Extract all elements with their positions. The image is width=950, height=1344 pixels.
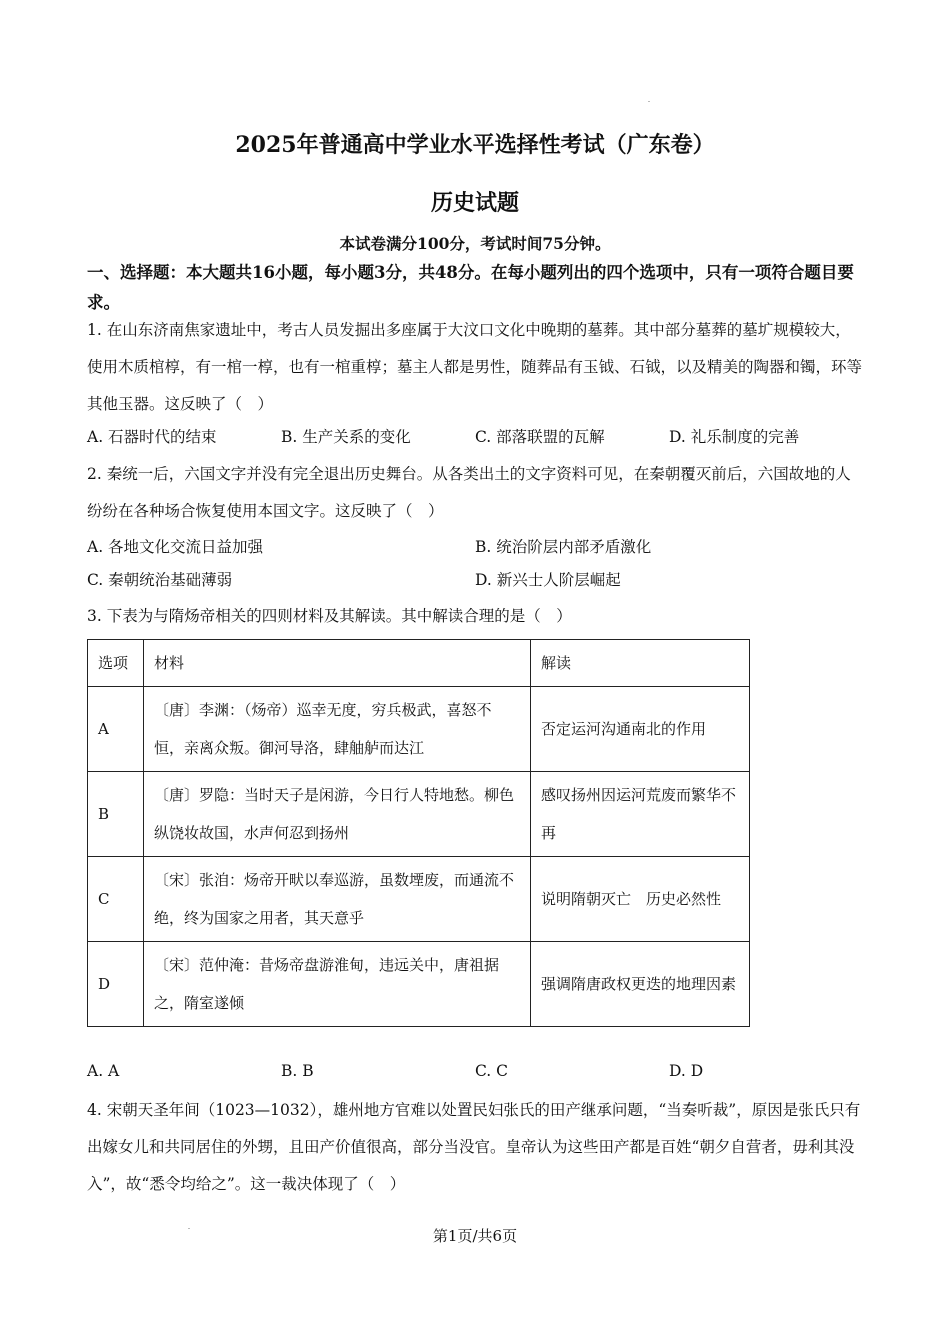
option-c[interactable]: C. 秦朝统治基础薄弱 [87, 571, 233, 589]
question-1-options [87, 425, 862, 455]
material-table [87, 639, 750, 1027]
table-row [88, 942, 750, 1027]
option-b[interactable]: B. 生产关系的变化 [281, 428, 411, 446]
row-reading: 说明隋朝灭亡 历史必然性 [531, 857, 750, 942]
exam-subtitle: 历史试题 [430, 190, 519, 216]
question-3-options [87, 1062, 862, 1092]
section-heading: 一、选择题：本大题共16小题，每小题3分，共48分。在每小题列出的四个选项中，只有一项符合题目要求。 [87, 263, 854, 312]
option-a[interactable]: A. 各地文化交流日益加强 [87, 538, 264, 556]
question-2-stem: 2. 秦统一后，六国文字并没有完全退出历史舞台。从各类出土的文字资料可见，在秦朝覆灭前后，六国故地的人纷纷在各种场合恢复使用本国文字。这反映了（ ） [87, 465, 851, 520]
header-reading: 解读 [531, 640, 750, 687]
table-row [88, 687, 750, 772]
scan-dot [648, 101, 650, 102]
exam-title: 2025年普通高中学业水平选择性考试（广东卷） [235, 132, 715, 158]
question-2-options-row1 [87, 535, 862, 565]
row-material: 〔宋〕范仲淹：昔炀帝盘游淮甸，违远关中，唐祖据之，隋室遂倾 [144, 942, 531, 1027]
table-row [88, 857, 750, 942]
option-c[interactable]: C. 部落联盟的瓦解 [475, 428, 605, 446]
row-material: 〔唐〕李渊：（炀帝）巡幸无度，穷兵极武，喜怒不恒，亲离众叛。御河导洛，肆舳舻而达江 [144, 687, 531, 772]
row-material: 〔唐〕罗隐：当时天子是闲游，今日行人特地愁。柳色纵饶妆故国，水声何忍到扬州 [144, 772, 531, 857]
row-option: B [88, 772, 144, 857]
option-b[interactable]: B. 统治阶层内部矛盾激化 [475, 538, 652, 556]
option-a[interactable]: A. 石器时代的结束 [87, 428, 217, 446]
option-c[interactable]: C. C [475, 1062, 509, 1080]
page-number: 第1页/共6页 [432, 1227, 518, 1245]
row-reading: 否定运河沟通南北的作用 [531, 687, 750, 772]
option-b[interactable]: B. B [281, 1062, 314, 1080]
row-option: D [88, 942, 144, 1027]
option-d[interactable]: D. 新兴士人阶层崛起 [475, 571, 621, 589]
row-reading: 感叹扬州因运河荒废而繁华不再 [531, 772, 750, 857]
row-option: A [88, 687, 144, 772]
option-d[interactable]: D. D [669, 1062, 704, 1080]
header-material: 材料 [144, 640, 531, 687]
table-row [88, 772, 750, 857]
header-option: 选项 [88, 640, 144, 687]
exam-notice: 本试卷满分100分，考试时间75分钟。 [339, 234, 611, 253]
row-reading: 强调隋唐政权更迭的地理因素 [531, 942, 750, 1027]
question-1-stem: 1. 在山东济南焦家遗址中，考古人员发掘出多座属于大汶口文化中晚期的墓葬。其中部分墓葬的墓圹规模较大，使用木质棺椁，有一棺一椁，也有一棺重椁；墓主人都是男性，随葬品有玉钺、石钺，以及精美的陶器和镯，环等其他玉器。这反映了（ ） [87, 321, 863, 413]
table-header-row [88, 640, 750, 687]
row-option: C [88, 857, 144, 942]
question-4-stem: 4. 宋朝天圣年间（1023—1032），雄州地方官难以处置民妇张氏的田产继承问题，“当奏听裁”，原因是张氏只有出嫁女儿和共同居住的外甥，且田产价值很高，部分当没官。皇帝认为这些田产都是百姓“朝夕自营者，毋利其没入”，故“悉令均给之”。这一裁决体现了（ ） [87, 1101, 861, 1193]
option-a[interactable]: A. A [87, 1062, 120, 1080]
option-d[interactable]: D. 礼乐制度的完善 [669, 428, 800, 446]
row-material: 〔宋〕张洎：炀帝开畎以奉巡游，虽数堙废，而通流不绝，终为国家之用者，其天意乎 [144, 857, 531, 942]
question-2-options-row2 [87, 568, 862, 598]
question-3-stem: 3. 下表为与隋炀帝相关的四则材料及其解读。其中解读合理的是（ ） [87, 607, 572, 625]
